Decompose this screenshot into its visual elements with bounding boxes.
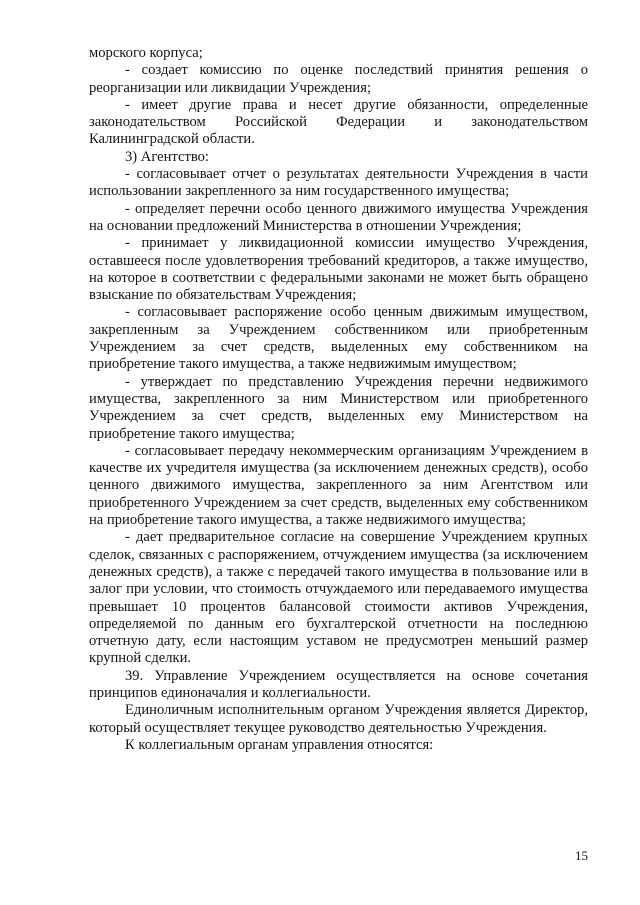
paragraph: 39. Управление Учреждением осуществляется на основе сочетания принципов единоначалия и коллегиальности. xyxy=(89,667,588,701)
paragraph: морского корпуса; xyxy=(89,45,203,61)
paragraph: Единоличным исполнительным органом Учреждения является Директор, который осуществляет текущее руководство деятельностью Учреждения. xyxy=(89,702,588,736)
paragraph: - дает предварительное согласие на совершение Учреждением крупных сделок, связанных с распоряжением, отчуждением имущества (за исключением денежных средств), а также с передачей такого имущества в пользование или в залог при условии, что стоимость отчуждаемого или передаваемого имущества превышает 10 процентов балансовой стоимости активов Учреждения, определяемой по данным его бухгалтерской отчетности на последнюю отчетную дату, если настоящим уставом не предусмотрен меньший размер крупной сделки. xyxy=(89,529,588,667)
paragraph: К коллегиальным органам управления относятся: xyxy=(125,736,434,753)
page-number: 15 xyxy=(575,848,588,863)
paragraph: - утверждает по представлению Учреждения перечни недвижимого имущества, закрепленного за ним Министерством или приобретенного Учреждением за счет средств, выделенных ему Министерством на приобретение такого имущества; xyxy=(89,373,588,442)
paragraph: 3) Агентство: xyxy=(125,148,209,165)
paragraph: - определяет перечни особо ценного движимого имущества Учреждения на основании предложений Министерства в отношении Учреждения; xyxy=(89,200,588,234)
document-body xyxy=(89,45,588,754)
paragraph: - согласовывает передачу некоммерческим организациям Учреждением в качестве их учредителя имущества (за исключением денежных средств), особо ценного движимого имущества, закрепленного за ним Агентством или приобретенного Учреждением за счет средств, выделенных ему собственником на приобретение такого имущества, а также недвижимого имущества; xyxy=(89,442,588,529)
paragraph: - принимает у ликвидационной комиссии имущество Учреждения, оставшееся после удовлетворения требований кредиторов, а также имущество, на которое в соответствии с федеральными законами не может быть обращено взыскание по обязательствам Учреждения; xyxy=(89,235,588,304)
paragraph: - имеет другие права и несет другие обязанности, определенные законодательством Российской Федерации и законодательством Калининградской области. xyxy=(89,96,588,148)
paragraph: - согласовывает распоряжение особо ценным движимым имуществом, закрепленным за Учреждением собственником или приобретенным Учреждением за счет средств, выделенных ему собственником на приобретение такого имущества, а также недвижимым имуществом; xyxy=(89,304,588,373)
paragraph: - создает комиссию по оценке последствий принятия решения о реорганизации или ликвидации Учреждения; xyxy=(89,62,588,96)
paragraph: - согласовывает отчет о результатах деятельности Учреждения в части использовании закрепленного за ним государственного имущества; xyxy=(89,166,588,200)
